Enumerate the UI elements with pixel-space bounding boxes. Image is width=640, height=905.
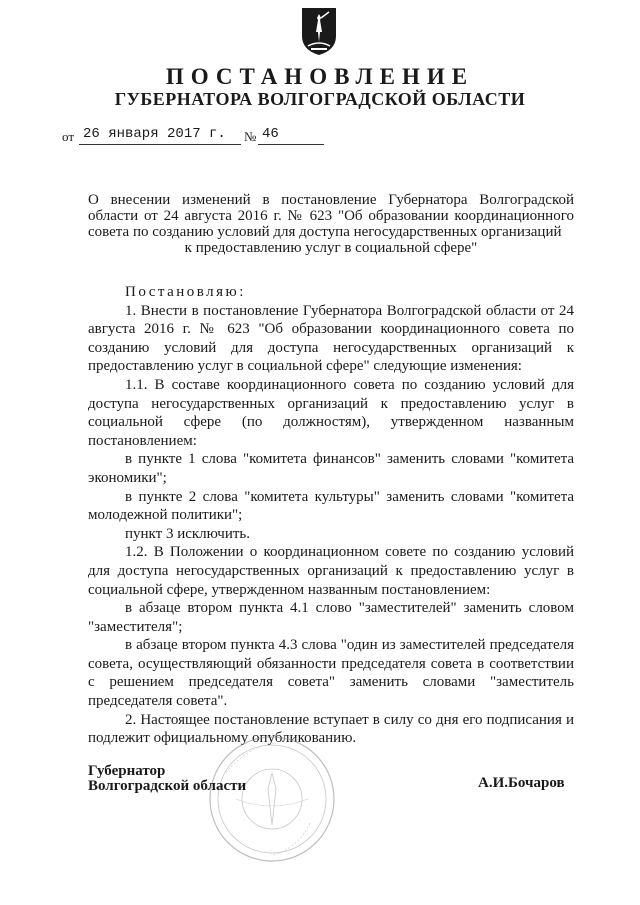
paragraph-1: 1. Внести в постановление Губернатора Волгоградской области от 24 августа 2016 г. № 623 "Об образовании координационного совета по созданию условий для доступа негосударственных организаций к предоставлению услуг в социальной сфере" следующие изменения: (88, 302, 574, 375)
paragraph-1-1-item-1: в пункте 1 слова "комитета финансов" заменить словами "комитета экономики"; (88, 451, 574, 486)
paragraph-1-2-item-1: в абзаце втором пункта 4.1 слово "заместителей" заменить словом "заместителя"; (88, 600, 574, 635)
paragraph-1-1-item-2: в пункте 2 слова "комитета культуры" заменить словами "комитета молодежной политики"; (88, 488, 574, 524)
subject-text: О внесении изменений в постановление Губернатора Волгоградской области от 24 августа 2016 г. № 623 "Об образовании координационного совета по созданию условий для доступа негосударственных организаций (88, 192, 574, 240)
paragraph-1-2: 1.2. В Положении о координационном совете по созданию условий для доступа негосударственных организаций к предоставлению услуг в социальной сфере, утвержденном названным постановлением: (88, 544, 574, 598)
document-date: 26 января 2017 г. (79, 125, 241, 145)
decree-heading: Постановляю: (125, 284, 246, 300)
paragraph-1-1: 1.1. В составе координационного совета по созданию условий для доступа негосударственных организаций к предоставлению услуг в социальной сфере (по должностям), утвержденном названным постановлением: (88, 376, 574, 449)
document-body (88, 283, 574, 748)
signatory-position (88, 764, 246, 794)
signatory-position-line-1: Губернатор (88, 763, 166, 779)
subject-text-last-line: к предоставлению услуг в социальной сфере" (184, 240, 478, 256)
paragraph-1-2-item-2: в абзаце втором пункта 4.3 слова "один из заместителей председателя совета, осуществляющий обязанности председателя совета в соответствии с решением председателя совета" заменить словами "заместитель председателя совета". (88, 637, 574, 710)
number-label: № (244, 129, 257, 144)
document-subject (88, 192, 574, 256)
date-from-label: от (62, 129, 75, 144)
document-title: ПОСТАНОВЛЕНИЕ (165, 64, 475, 89)
paragraph-1-1-item-3: пункт 3 исключить. (125, 525, 251, 542)
signatory-position-line-2: Волгоградской области (88, 778, 247, 794)
document-subtitle: ГУБЕРНАТОРА ВОЛГОГРАДСКОЙ ОБЛАСТИ (114, 89, 526, 109)
signatory-name: А.И.Бочаров (478, 775, 565, 791)
document-number: 46 (258, 125, 324, 145)
official-seal-stamp (206, 733, 338, 865)
paragraph-2: 2. Настоящее постановление вступает в силу со дня его подписания и подлежит официальному опубликованию. (88, 711, 574, 747)
coat-of-arms-emblem (300, 6, 338, 56)
